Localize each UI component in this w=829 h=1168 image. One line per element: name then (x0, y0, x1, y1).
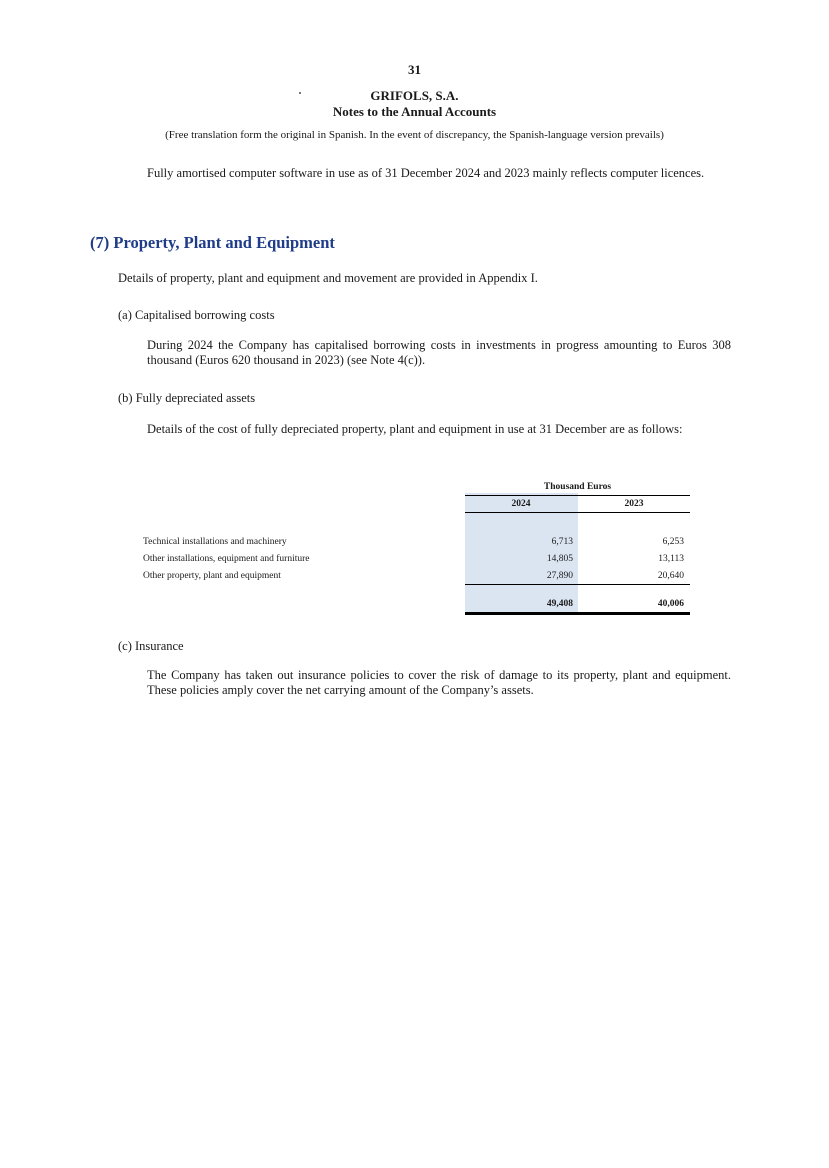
subsection-b-title: (b) Fully depreciated assets (118, 391, 256, 405)
table-row-label: Other installations, equipment and furniture (143, 554, 310, 564)
table-column-header: 2024 (511, 499, 531, 509)
table-cell: 13,113 (658, 554, 684, 564)
subsection-c-text: The Company has taken out insurance policies to cover the risk of damage to its property, plant and equipment. These policies amply cover the net carrying amount of the Company’s assets. (147, 668, 731, 697)
translation-note: (Free translation form the original in Spanish. In the event of discrepancy, the Spanish-language version prevails) (165, 129, 664, 141)
table-total-cell: 49,408 (546, 599, 573, 609)
table-cell: 14,805 (546, 554, 573, 564)
table-row-label: Other property, plant and equipment (143, 571, 281, 581)
table-cell: 6,713 (551, 537, 573, 547)
table-subtotal-rule (465, 584, 690, 585)
table-column-shading (465, 493, 578, 613)
section-intro: Details of property, plant and equipment and movement are provided in Appendix I. (118, 271, 538, 285)
subsection-a-title: (a) Capitalised borrowing costs (118, 308, 275, 322)
table-cell: 6,253 (662, 537, 684, 547)
table-row-label: Technical installations and machinery (143, 537, 287, 547)
table-cell: 27,890 (546, 571, 573, 581)
subsection-b-text: Details of the cost of fully depreciated property, plant and equipment in use at 31 December are as follows: (147, 422, 683, 436)
table-subheader-rule (465, 512, 690, 513)
table-column-header: 2023 (624, 499, 644, 509)
section-heading: (7) Property, Plant and Equipment (90, 233, 335, 252)
document-title: Notes to the Annual Accounts (332, 104, 497, 119)
table-total-cell: 40,006 (657, 599, 684, 609)
subsection-a-text: During 2024 the Company has capitalised borrowing costs in investments in progress amounting to Euros 308 thousand (Euros 620 thousand in 2023) (see Note 4(c)). (147, 338, 731, 367)
page-number: 31 (408, 62, 421, 77)
company-name: GRIFOLS, S.A. (370, 88, 459, 103)
table-header-rule (465, 495, 690, 496)
subsection-c-title: (c) Insurance (118, 639, 184, 653)
table-unit-header: Thousand Euros (543, 482, 612, 492)
table-cell: 20,640 (657, 571, 684, 581)
intro-paragraph: Fully amortised computer software in use as of 31 December 2024 and 2023 mainly reflects computer licences. (147, 166, 705, 180)
table-total-double-rule (465, 612, 690, 615)
